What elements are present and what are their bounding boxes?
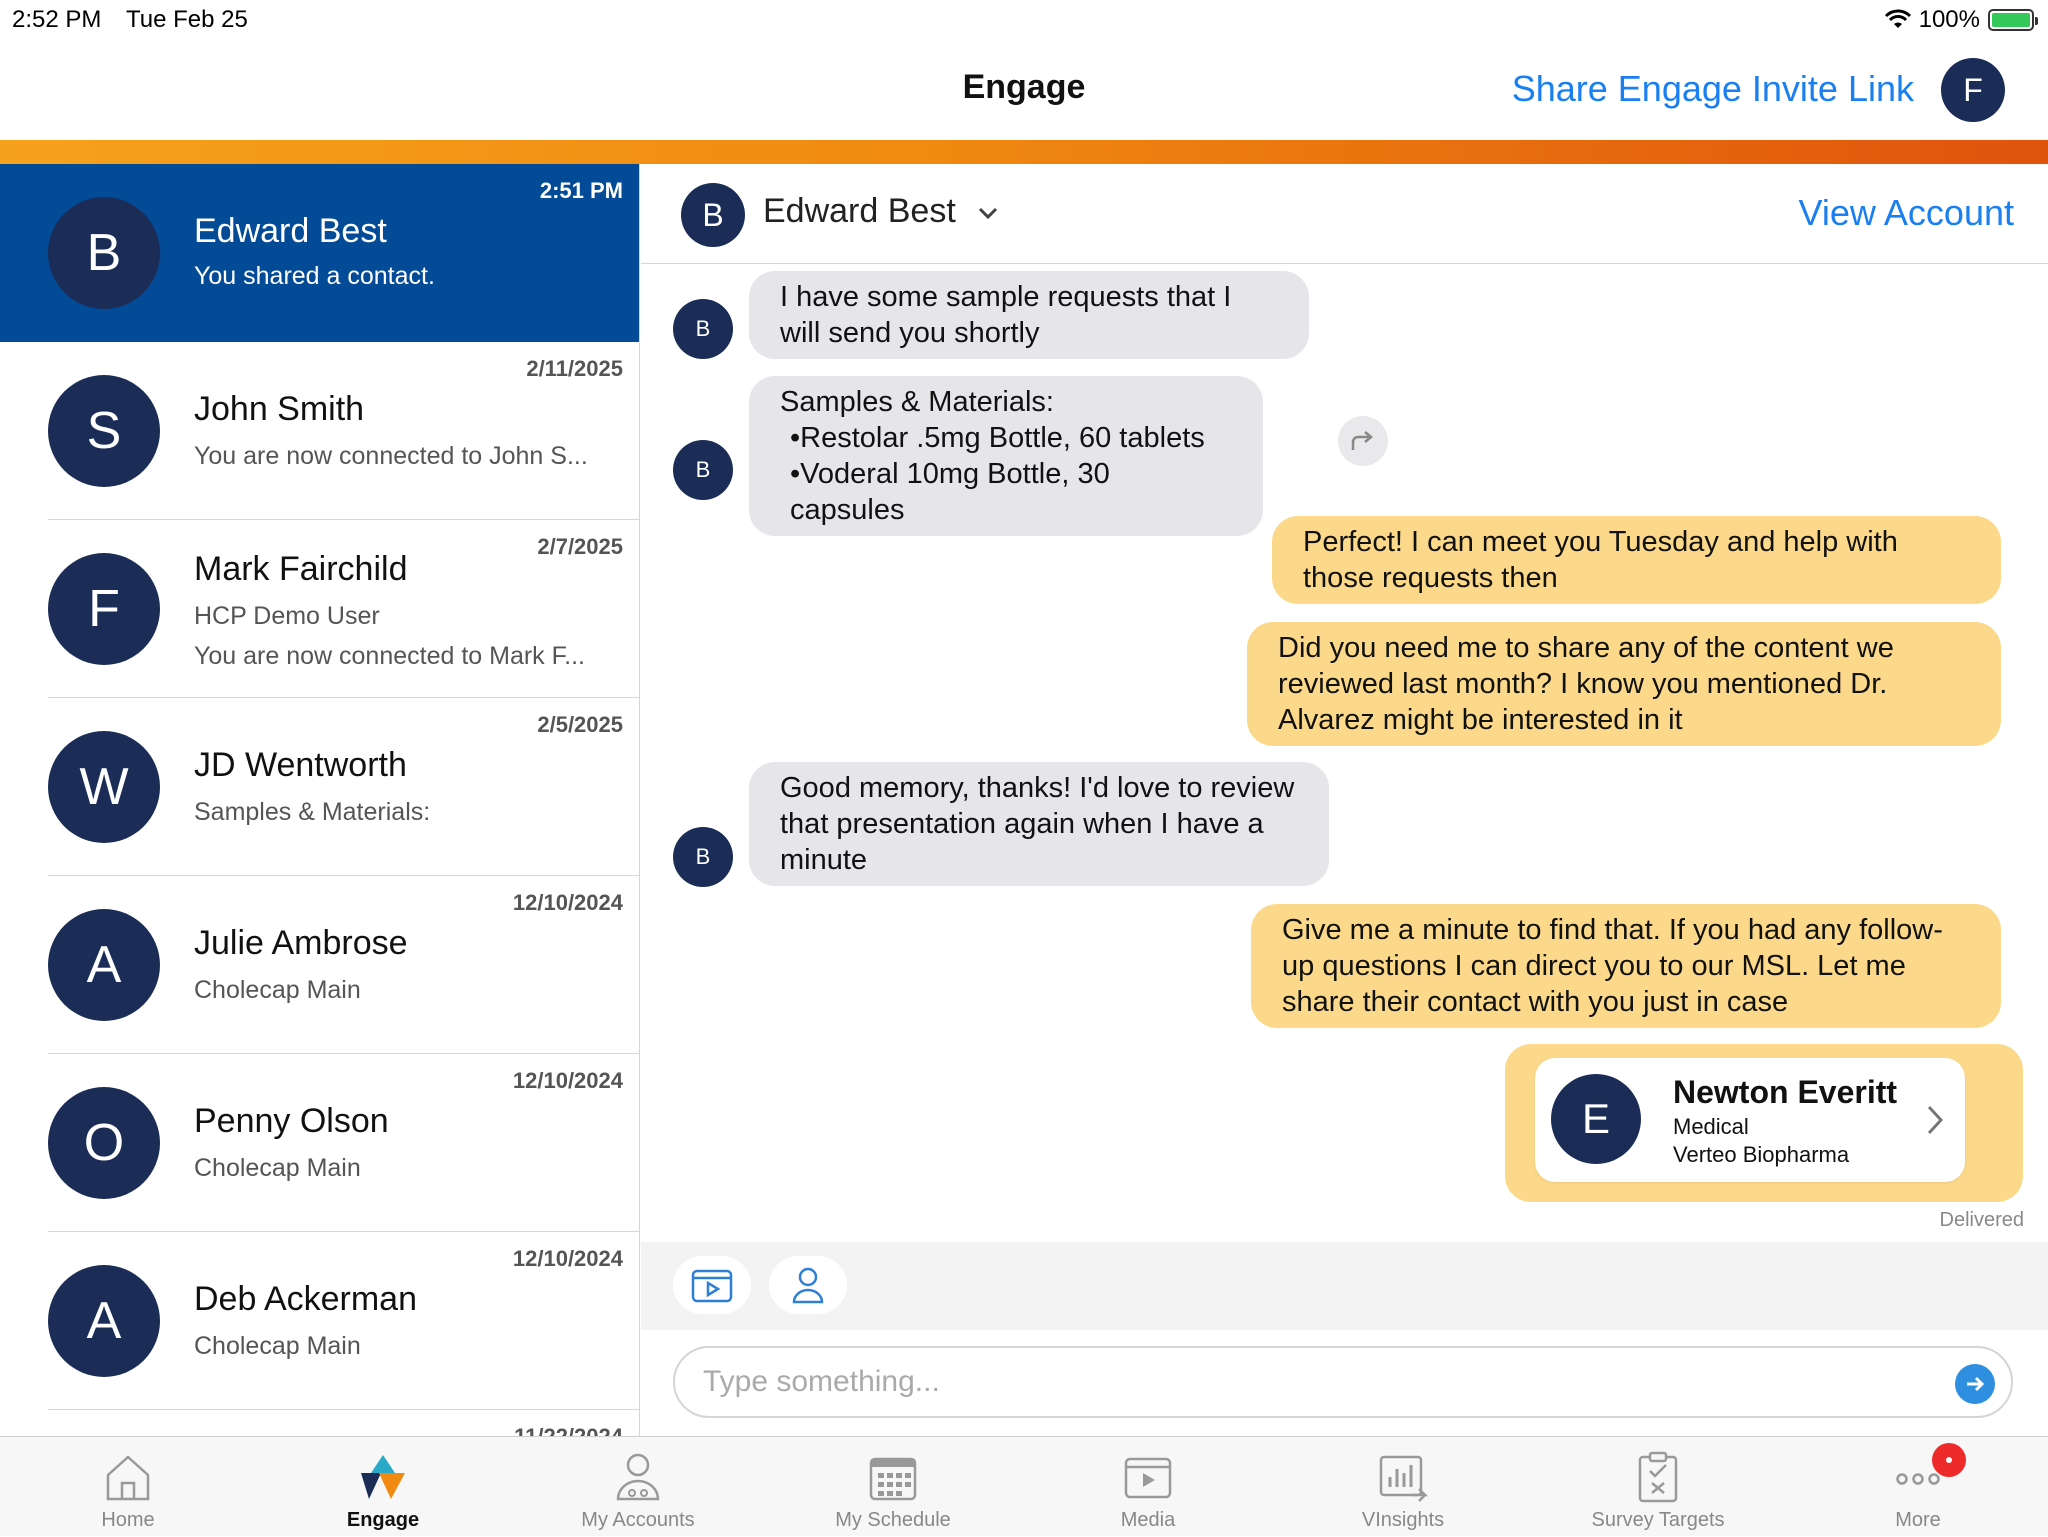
tab-vinsights[interactable] bbox=[1275, 1437, 1531, 1537]
page-title: Engage bbox=[962, 68, 1086, 106]
avatar: S bbox=[48, 375, 160, 487]
home-icon bbox=[100, 1449, 156, 1505]
message-bubble: Perfect! I can meet you Tuesday and help with those requests then bbox=[1272, 516, 2001, 604]
conversation-subtitle: HCP Demo User bbox=[194, 602, 380, 630]
conversation-preview: You shared a contact. bbox=[194, 262, 435, 290]
tab-label: My Schedule bbox=[835, 1509, 951, 1531]
tab-label: More bbox=[1895, 1509, 1941, 1531]
avatar: O bbox=[48, 1087, 160, 1199]
chevron-right-icon bbox=[1925, 1104, 1945, 1136]
tab-engage[interactable] bbox=[255, 1437, 511, 1537]
message-title: Samples & Materials: bbox=[780, 386, 1054, 418]
media-icon bbox=[691, 1267, 733, 1303]
tab-home[interactable] bbox=[0, 1437, 256, 1537]
wifi-icon bbox=[1885, 10, 1911, 30]
contact-attach-button[interactable] bbox=[769, 1256, 847, 1314]
person-icon bbox=[791, 1266, 825, 1304]
battery-percent: 100% bbox=[1918, 6, 1980, 33]
tab-label: VInsights bbox=[1361, 1509, 1445, 1531]
avatar: B bbox=[673, 440, 733, 500]
avatar: F bbox=[48, 553, 160, 665]
avatar: A bbox=[48, 1265, 160, 1377]
message-bubble: Did you need me to share any of the content we reviewed last month? I know you mentioned Dr. Alvarez might be interested in it bbox=[1247, 622, 2001, 746]
list-item: • Restolar .5mg Bottle, 60 tablets bbox=[780, 420, 1232, 456]
avatar: B bbox=[48, 197, 160, 309]
avatar: A bbox=[48, 909, 160, 1021]
conversation-item[interactable] bbox=[0, 520, 639, 698]
conversation-item[interactable] bbox=[0, 342, 639, 520]
conversation-item[interactable] bbox=[0, 164, 639, 342]
list-item: • Voderal 10mg Bottle, 30 capsules bbox=[780, 456, 1232, 528]
accounts-icon bbox=[610, 1449, 666, 1505]
conversation-name: Julie Ambrose bbox=[194, 924, 408, 962]
chat-header bbox=[641, 164, 2048, 264]
status-right bbox=[1885, 6, 2034, 34]
avatar: B bbox=[673, 299, 733, 359]
conversation-list[interactable] bbox=[0, 164, 640, 1436]
tab-label: My Accounts bbox=[581, 1509, 695, 1531]
chevron-down-icon[interactable] bbox=[977, 206, 999, 220]
conversation-name: Deb Ackerman bbox=[194, 1280, 417, 1318]
contact-role: Medical bbox=[1673, 1114, 1749, 1139]
conversation-date: 2/7/2025 bbox=[537, 534, 623, 559]
message-composer[interactable] bbox=[673, 1346, 2013, 1418]
conversation-preview: You are now connected to Mark F... bbox=[194, 642, 585, 670]
nav-bar bbox=[0, 40, 2048, 140]
tab-survey-targets[interactable] bbox=[1530, 1437, 1786, 1537]
status-date: Tue Feb 25 bbox=[126, 6, 248, 33]
conversation-preview: Cholecap Main bbox=[194, 1332, 361, 1360]
tab-bar bbox=[0, 1436, 2048, 1536]
view-account-link[interactable]: View Account bbox=[1798, 192, 2014, 233]
profile-avatar[interactable]: F bbox=[1941, 58, 2005, 122]
tab-label: Home bbox=[101, 1509, 155, 1531]
engage-logo-icon bbox=[355, 1449, 411, 1505]
conversation-date: 2/5/2025 bbox=[537, 712, 623, 737]
conversation-preview: Samples & Materials: bbox=[194, 798, 431, 826]
tab-my-schedule[interactable] bbox=[765, 1437, 1021, 1537]
shared-contact-bubble bbox=[1505, 1044, 2023, 1202]
media-icon bbox=[1120, 1449, 1176, 1505]
message-bubble: Give me a minute to find that. If you had any follow-up questions I can direct you to our MSL. Let me share their contact with you just in case bbox=[1251, 904, 2001, 1028]
avatar: E bbox=[1551, 1074, 1641, 1164]
conversation-preview: Cholecap Main bbox=[194, 976, 361, 1004]
media-attach-button[interactable] bbox=[673, 1256, 751, 1314]
clipboard-icon bbox=[1630, 1449, 1686, 1505]
conversation-preview: Cholecap Main bbox=[194, 1154, 361, 1182]
status-time: 2:52 PM bbox=[12, 6, 102, 33]
conversation-date: 12/10/2024 bbox=[512, 1246, 623, 1271]
message-bubble bbox=[749, 376, 1263, 536]
conversation-item[interactable] bbox=[0, 698, 639, 876]
message-input[interactable] bbox=[703, 1358, 1923, 1406]
message-list bbox=[780, 420, 1232, 528]
avatar: B bbox=[673, 827, 733, 887]
notification-badge bbox=[1932, 1443, 1966, 1477]
tab-label: Survey Targets bbox=[1591, 1509, 1725, 1531]
avatar[interactable]: B bbox=[681, 183, 745, 247]
contact-org: Verteo Biopharma bbox=[1673, 1142, 1850, 1167]
conversation-date: 12/10/2024 bbox=[512, 890, 623, 915]
conversation-date: 12/10/2024 bbox=[512, 1068, 623, 1093]
share-invite-link[interactable]: Share Engage Invite Link bbox=[1511, 68, 1914, 109]
message-bubble: Good memory, thanks! I'd love to review that presentation again when I have a minute bbox=[749, 762, 1329, 886]
accent-bar bbox=[0, 140, 2048, 164]
insights-icon bbox=[1375, 1449, 1431, 1505]
tab-label: Media bbox=[1120, 1509, 1176, 1531]
conversation-item[interactable] bbox=[0, 876, 639, 1054]
conversation-date: 2:51 PM bbox=[539, 178, 623, 203]
arrow-right-icon bbox=[1964, 1373, 1986, 1395]
delivery-status: Delivered bbox=[1939, 1209, 2024, 1231]
battery-icon bbox=[1988, 9, 2034, 31]
chat-contact-name[interactable]: Edward Best bbox=[763, 192, 956, 230]
message-bubble: I have some sample requests that I will send you shortly bbox=[749, 271, 1309, 359]
conversation-item[interactable] bbox=[0, 1054, 639, 1232]
attachment-toolbar bbox=[641, 1242, 2048, 1330]
conversation-preview: You are now connected to John S... bbox=[194, 442, 588, 470]
conversation-item[interactable] bbox=[0, 1232, 639, 1410]
conversation-name: Mark Fairchild bbox=[194, 550, 408, 588]
avatar: W bbox=[48, 731, 160, 843]
conversation-date: 2/11/2025 bbox=[526, 356, 623, 381]
conversation-name: Edward Best bbox=[194, 212, 387, 250]
chat-panel bbox=[641, 164, 2048, 1436]
send-button[interactable] bbox=[1955, 1364, 1995, 1404]
tab-my-accounts[interactable] bbox=[510, 1437, 766, 1537]
contact-name: Newton Everitt bbox=[1673, 1074, 1898, 1110]
tab-media[interactable] bbox=[1020, 1437, 1276, 1537]
tab-more[interactable] bbox=[1790, 1437, 2046, 1537]
status-bar bbox=[0, 0, 2048, 40]
conversation-name: JD Wentworth bbox=[194, 746, 407, 784]
tab-label: Engage bbox=[346, 1509, 420, 1531]
calendar-icon bbox=[865, 1449, 921, 1505]
contact-card[interactable] bbox=[1535, 1058, 1965, 1182]
forward-icon[interactable] bbox=[1338, 416, 1388, 466]
conversation-name: Penny Olson bbox=[194, 1102, 389, 1140]
conversation-name: John Smith bbox=[194, 390, 365, 428]
